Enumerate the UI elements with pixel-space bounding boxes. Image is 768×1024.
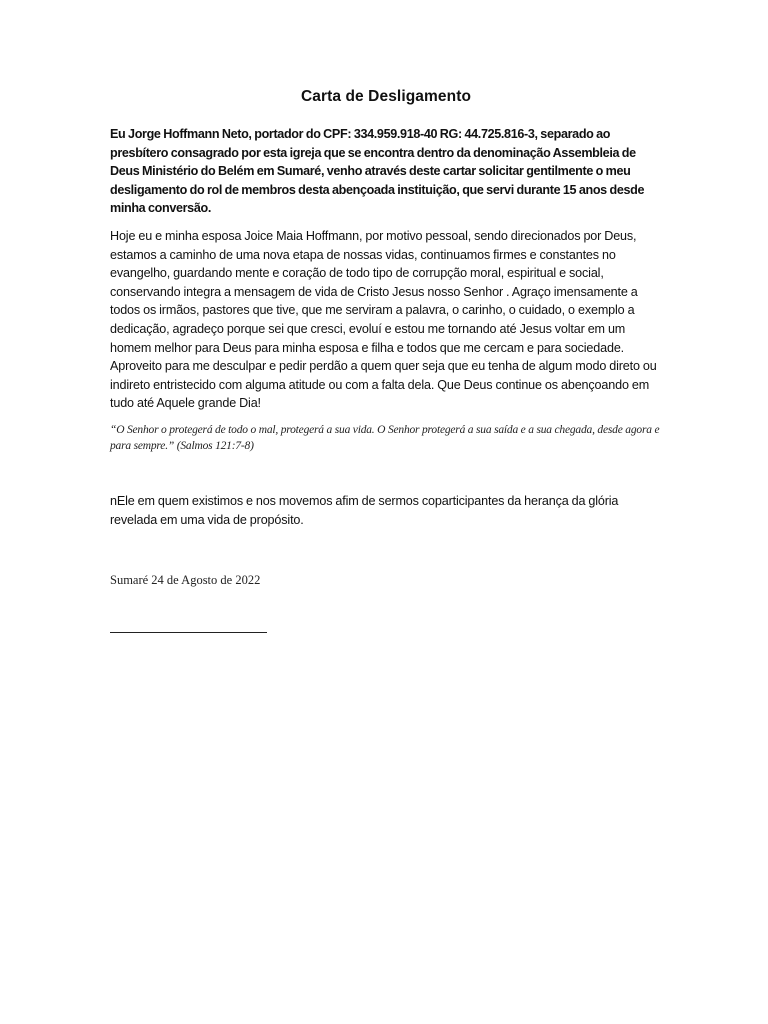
date-line: Sumaré 24 de Agosto de 2022 xyxy=(110,573,261,588)
letter-title: Carta de Desligamento xyxy=(300,88,472,105)
paragraph-farewell: Hoje eu e minha esposa Joice Maia Hoffmann, por motivo pessoal, sendo direcionados por Deus, estamos a caminho de uma nova etapa de nossas vidas, continuamos firmes e constantes no evangelho, guardando mente e coração de todo tipo de corrupção moral, espiritual e social, conservando integra a mensagem de vida de Cristo Jesus nosso Senhor . Agraço imensamente a todos os irmãos, pastores que tive, que me serviram a palavra, o carinho, o cuidado, o exemplo a dedicação, agradeço porque sei que cresci, evoluí e estou me tornando até Jesus voltar em um homem melhor para Deus para minha esposa e filha e todos que me cercam e para sociedade. Aproveito para me desculpar e pedir perdão a quem quer seja que eu tenha de algum modo direto ou indireto entristecido com alguma atitude ou com a falta dela. Que Deus continue os abençoando em tudo até Aquele grande Dia! xyxy=(110,228,657,411)
letter-body xyxy=(110,86,662,633)
bible-quote: “O Senhor o protegerá de todo o mal, protegerá a sua vida. O Senhor protegerá a sua saída e a sua chegada, desde agora e para sempre.” (Salmos 121:7-8) xyxy=(110,423,660,452)
signature-line xyxy=(110,632,267,633)
paragraph-identification: Eu Jorge Hoffmann Neto, portador do CPF: 334.959.918-40 RG: 44.725.816-3, separado ao presbítero consagrado por esta igreja que se encontra dentro da denominação Assembleia de Deus Ministério do Belém em Sumaré, venho através deste cartar solicitar gentilmente o meu desligamento do rol de membros desta abençoada instituição, que servi durante 15 anos desde minha conversão. xyxy=(110,127,645,216)
closing-statement: nEle em quem existimos e nos movemos afim de sermos coparticipantes da herança da glória revelada em uma vida de propósito. xyxy=(110,493,619,527)
